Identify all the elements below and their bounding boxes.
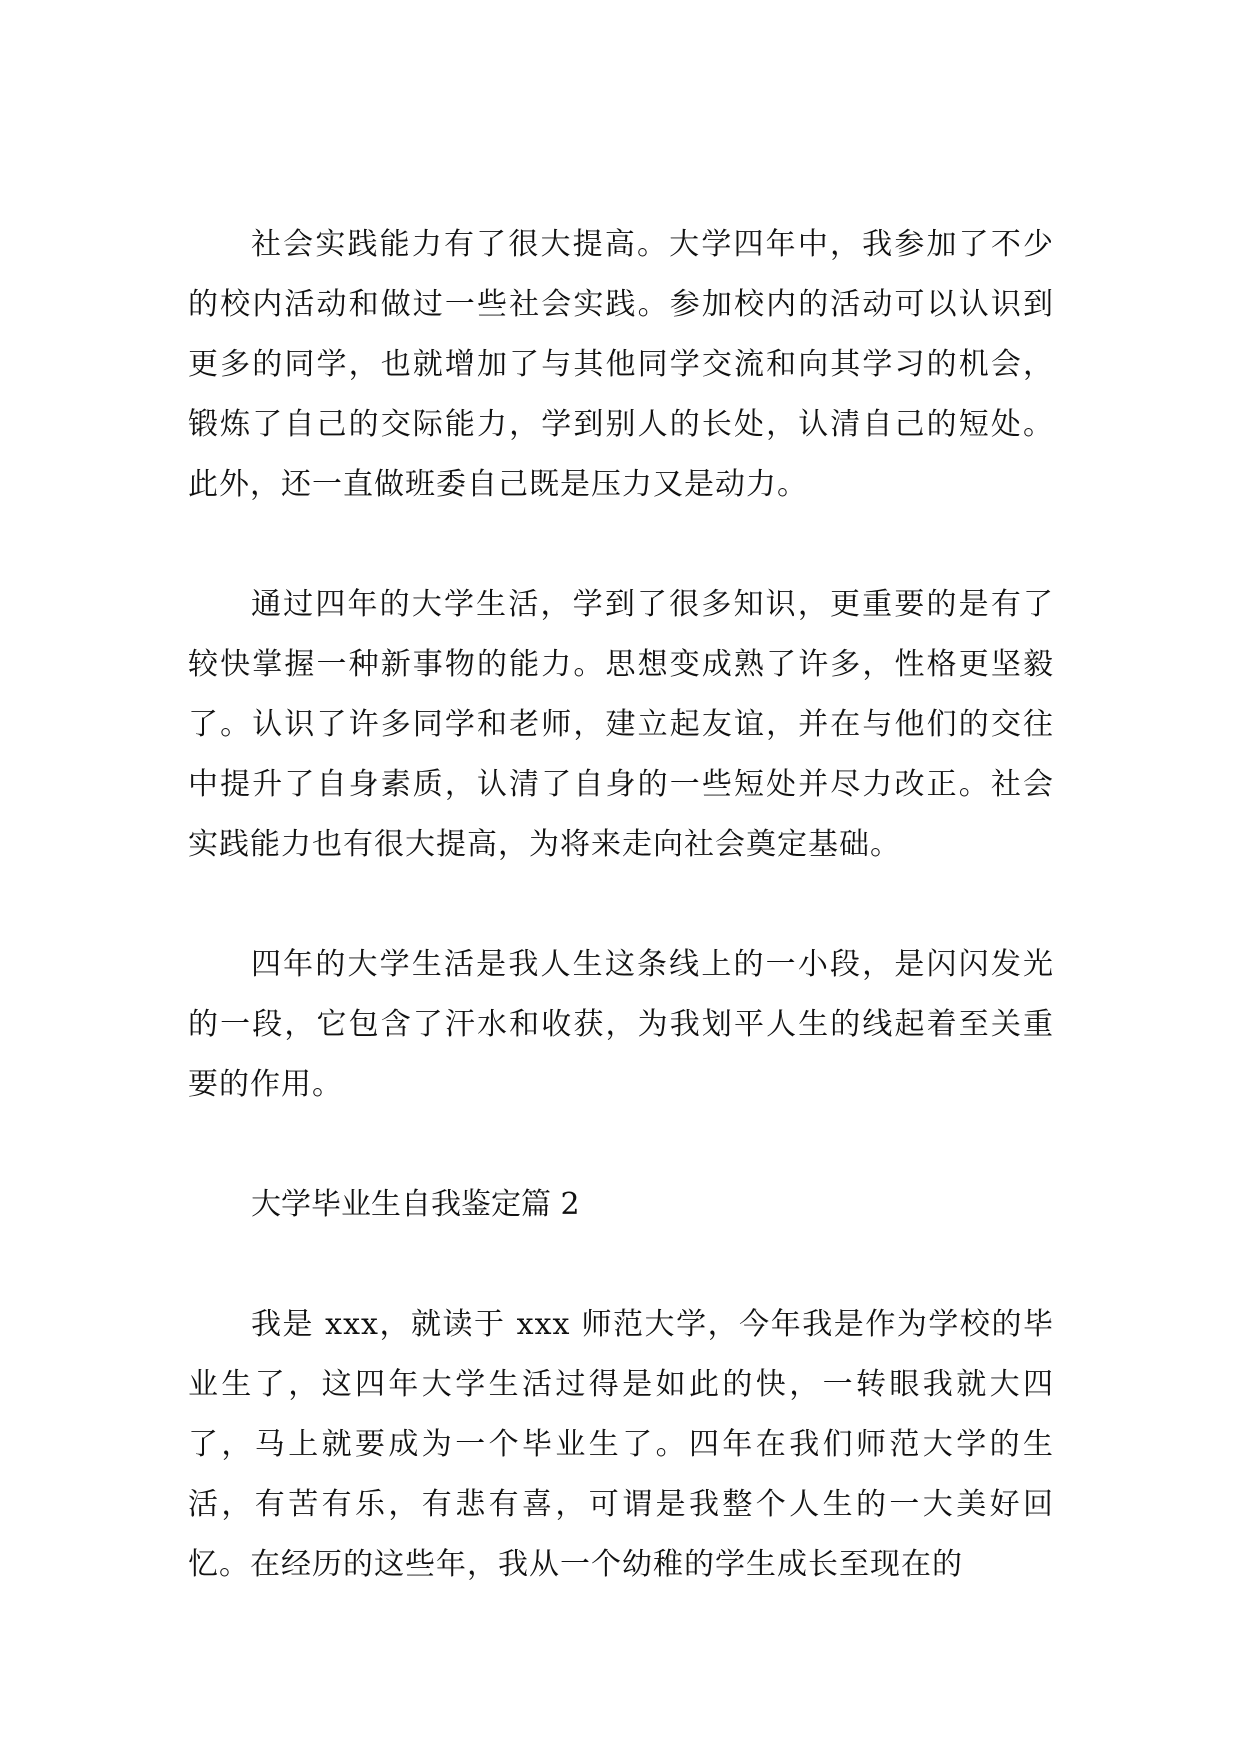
section-heading: 大学毕业生自我鉴定篇 2 [251,1187,580,1222]
paragraph-social-practice: 社会实践能力有了很大提高。大学四年中，我参加了不少的校内活动和做过一些社会实践。参加校内的活动可以认识到更多的同学，也就增加了与其他同学交流和向其学习的机会，锻炼了自己的交际能力，学到别人的长处，认清自己的短处。此外，还一直做班委自己既是压力又是动力。 [188,227,1054,502]
document-body [188,215,1054,1655]
paragraph-life-segment: 四年的大学生活是我人生这条线上的一小段，是闪闪发光的一段，它包含了汗水和收获，为我划平人生的线起着至关重要的作用。 [188,947,1054,1102]
paragraph-four-years-summary: 通过四年的大学生活，学到了很多知识，更重要的是有了较快掌握一种新事物的能力。思想变成熟了许多，性格更坚毅了。认识了许多同学和老师，建立起友谊，并在与他们的交往中提升了自身素质，认清了自身的一些短处并尽力改正。社会实践能力也有很大提高，为将来走向社会奠定基础。 [188,587,1054,862]
paragraph-introduction: 我是 xxx，就读于 xxx 师范大学，今年我是作为学校的毕业生了，这四年大学生活过得是如此的快，一转眼我就大四了，马上就要成为一个毕业生了。四年在我们师范大学的生活，有苦有乐，有悲有喜，可谓是我整个人生的一大美好回忆。在经历的这些年，我从一个幼稚的学生成长至现在的 [188,1307,1054,1582]
